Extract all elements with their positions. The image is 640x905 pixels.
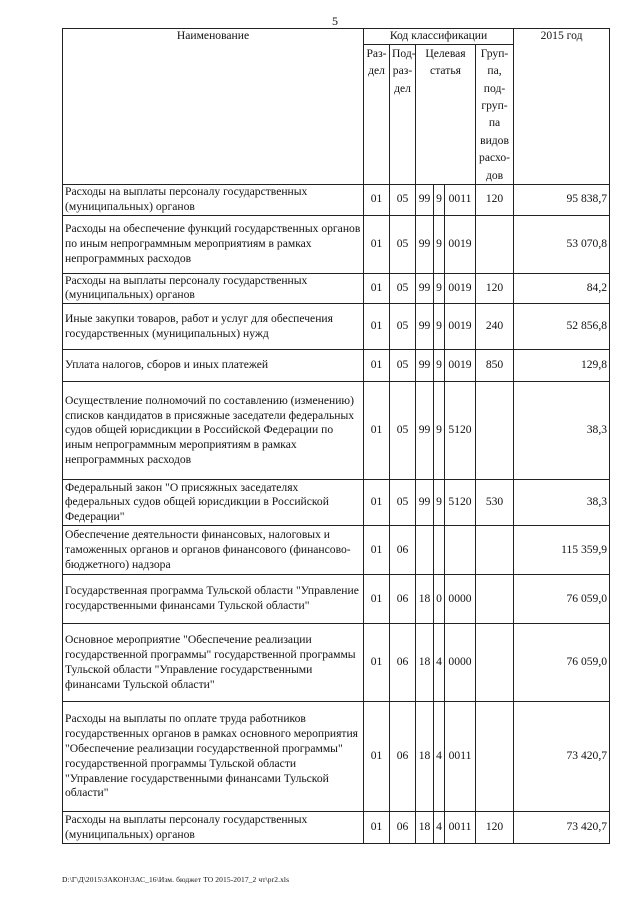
row-amount: 76 059,0: [514, 624, 610, 702]
row-target-direction: 0019: [445, 304, 476, 350]
header-target: Целевая статья: [416, 44, 476, 184]
row-target-program: 99: [416, 350, 434, 382]
row-podrazdel: 05: [390, 382, 416, 480]
row-target-direction: 0000: [445, 624, 476, 702]
row-name: Расходы на выплаты по оплате труда работников государственных органов в рамках основного мероприятия "Обеспечение реализации государственной программы" государственной программы Тульской области "Управление государственными финансами Тульской области": [63, 702, 364, 812]
header-razdel: Раз- дел: [364, 44, 390, 184]
row-target-program: 99: [416, 184, 434, 215]
row-name: Осуществление полномочий по составлению (изменению) списков кандидатов в присяжные заседатели федеральных судов общей юрисдикции в Российской Федерации по иным непрограммным мероприятиям в рамках непрограммных расходов: [63, 382, 364, 480]
row-target-program: 99: [416, 304, 434, 350]
row-amount: 52 856,8: [514, 304, 610, 350]
row-expense-group: [476, 702, 514, 812]
row-expense-group: [476, 575, 514, 624]
row-expense-group: [476, 624, 514, 702]
row-name: Федеральный закон "О присяжных заседателях федеральных судов общей юрисдикции в Российской Федерации": [63, 480, 364, 526]
table-header: [63, 29, 610, 185]
row-podrazdel: 05: [390, 350, 416, 382]
row-razdel: 01: [364, 812, 390, 844]
row-amount: 115 359,9: [514, 526, 610, 575]
table-row: [63, 624, 610, 702]
header-name: Наименование: [63, 29, 364, 185]
row-expense-group: 530: [476, 480, 514, 526]
row-target-direction: 0019: [445, 350, 476, 382]
row-razdel: 01: [364, 702, 390, 812]
row-target-direction: 5120: [445, 382, 476, 480]
table-row: [63, 382, 610, 480]
table-row: [63, 273, 610, 304]
row-podrazdel: 06: [390, 575, 416, 624]
row-name: Иные закупки товаров, работ и услуг для обеспечения государственных (муниципальных) нужд: [63, 304, 364, 350]
row-target-subprogram: 9: [434, 382, 445, 480]
table-row: [63, 812, 610, 844]
row-target-subprogram: 9: [434, 350, 445, 382]
row-amount: 73 420,7: [514, 702, 610, 812]
row-razdel: 01: [364, 624, 390, 702]
row-razdel: 01: [364, 350, 390, 382]
row-target-program: 18: [416, 812, 434, 844]
row-expense-group: 120: [476, 812, 514, 844]
row-target-direction: 0011: [445, 184, 476, 215]
row-target-subprogram: 9: [434, 273, 445, 304]
table-row: [63, 575, 610, 624]
row-target-program: 18: [416, 624, 434, 702]
row-podrazdel: 06: [390, 702, 416, 812]
row-target-direction: 0000: [445, 575, 476, 624]
header-podrazdel: Под- раз- дел: [390, 44, 416, 184]
row-podrazdel: 05: [390, 215, 416, 273]
row-expense-group: 850: [476, 350, 514, 382]
row-amount: 95 838,7: [514, 184, 610, 215]
row-razdel: 01: [364, 382, 390, 480]
header-classification: Код классификации: [364, 29, 514, 45]
table-row: [63, 184, 610, 215]
row-target-program: 18: [416, 702, 434, 812]
row-podrazdel: 05: [390, 273, 416, 304]
header-year: 2015 год: [514, 29, 610, 185]
row-razdel: 01: [364, 526, 390, 575]
row-name: Расходы на выплаты персоналу государственных (муниципальных) органов: [63, 273, 364, 304]
row-target-subprogram: 0: [434, 575, 445, 624]
row-target-direction: 0011: [445, 812, 476, 844]
row-target-direction: 0019: [445, 215, 476, 273]
row-amount: 76 059,0: [514, 575, 610, 624]
row-amount: 38,3: [514, 480, 610, 526]
page-number: 5: [332, 14, 338, 28]
file-path-footer: D:\Г\Д\2015\ЗАКОН\ЗАС_16\Изм. бюджет ТО 2015-2017_2 чт\pr2.xls: [62, 875, 290, 884]
table-body: [63, 184, 610, 843]
budget-table: [62, 28, 610, 844]
row-razdel: 01: [364, 304, 390, 350]
row-podrazdel: 06: [390, 624, 416, 702]
table-row: [63, 480, 610, 526]
row-podrazdel: 05: [390, 480, 416, 526]
table-row: [63, 215, 610, 273]
row-target-direction: 5120: [445, 480, 476, 526]
table-row: [63, 526, 610, 575]
row-razdel: 01: [364, 575, 390, 624]
row-target-subprogram: 4: [434, 624, 445, 702]
row-target-subprogram: 9: [434, 215, 445, 273]
row-target-subprogram: 4: [434, 702, 445, 812]
row-expense-group: [476, 382, 514, 480]
row-name: Расходы на выплаты персоналу государственных (муниципальных) органов: [63, 812, 364, 844]
row-target-program: [416, 526, 434, 575]
row-name: Расходы на обеспечение функций государственных органов по иным непрограммным мероприятиям в рамках непрограммных расходов: [63, 215, 364, 273]
row-target-subprogram: 9: [434, 480, 445, 526]
table-row: [63, 350, 610, 382]
table-row: [63, 304, 610, 350]
row-target-program: 99: [416, 480, 434, 526]
row-podrazdel: 05: [390, 304, 416, 350]
row-expense-group: 120: [476, 273, 514, 304]
row-amount: 129,8: [514, 350, 610, 382]
row-expense-group: 120: [476, 184, 514, 215]
row-name: Государственная программа Тульской области "Управление государственными финансами Тульской области": [63, 575, 364, 624]
row-amount: 73 420,7: [514, 812, 610, 844]
row-name: Основное мероприятие "Обеспечение реализации государственной программы" государственной программы Тульской области "Управление государственными финансами Тульской области": [63, 624, 364, 702]
row-target-program: 18: [416, 575, 434, 624]
row-expense-group: 240: [476, 304, 514, 350]
row-razdel: 01: [364, 273, 390, 304]
row-expense-group: [476, 215, 514, 273]
row-razdel: 01: [364, 215, 390, 273]
row-target-subprogram: 9: [434, 304, 445, 350]
row-target-subprogram: 9: [434, 184, 445, 215]
row-target-subprogram: 4: [434, 812, 445, 844]
row-name: Расходы на выплаты персоналу государственных (муниципальных) органов: [63, 184, 364, 215]
row-podrazdel: 06: [390, 812, 416, 844]
row-amount: 53 070,8: [514, 215, 610, 273]
table-row: [63, 702, 610, 812]
row-target-direction: 0019: [445, 273, 476, 304]
row-target-direction: [445, 526, 476, 575]
row-razdel: 01: [364, 480, 390, 526]
row-podrazdel: 05: [390, 184, 416, 215]
row-name: Обеспечение деятельности финансовых, налоговых и таможенных органов и органов финансового (финансово-бюджетного) надзора: [63, 526, 364, 575]
row-razdel: 01: [364, 184, 390, 215]
row-amount: 38,3: [514, 382, 610, 480]
row-target-subprogram: [434, 526, 445, 575]
row-podrazdel: 06: [390, 526, 416, 575]
row-target-program: 99: [416, 215, 434, 273]
row-target-program: 99: [416, 382, 434, 480]
row-target-program: 99: [416, 273, 434, 304]
row-target-direction: 0011: [445, 702, 476, 812]
row-expense-group: [476, 526, 514, 575]
row-amount: 84,2: [514, 273, 610, 304]
header-group: Груп- па, под- груп- па видов расхо- дов: [476, 44, 514, 184]
row-name: Уплата налогов, сборов и иных платежей: [63, 350, 364, 382]
